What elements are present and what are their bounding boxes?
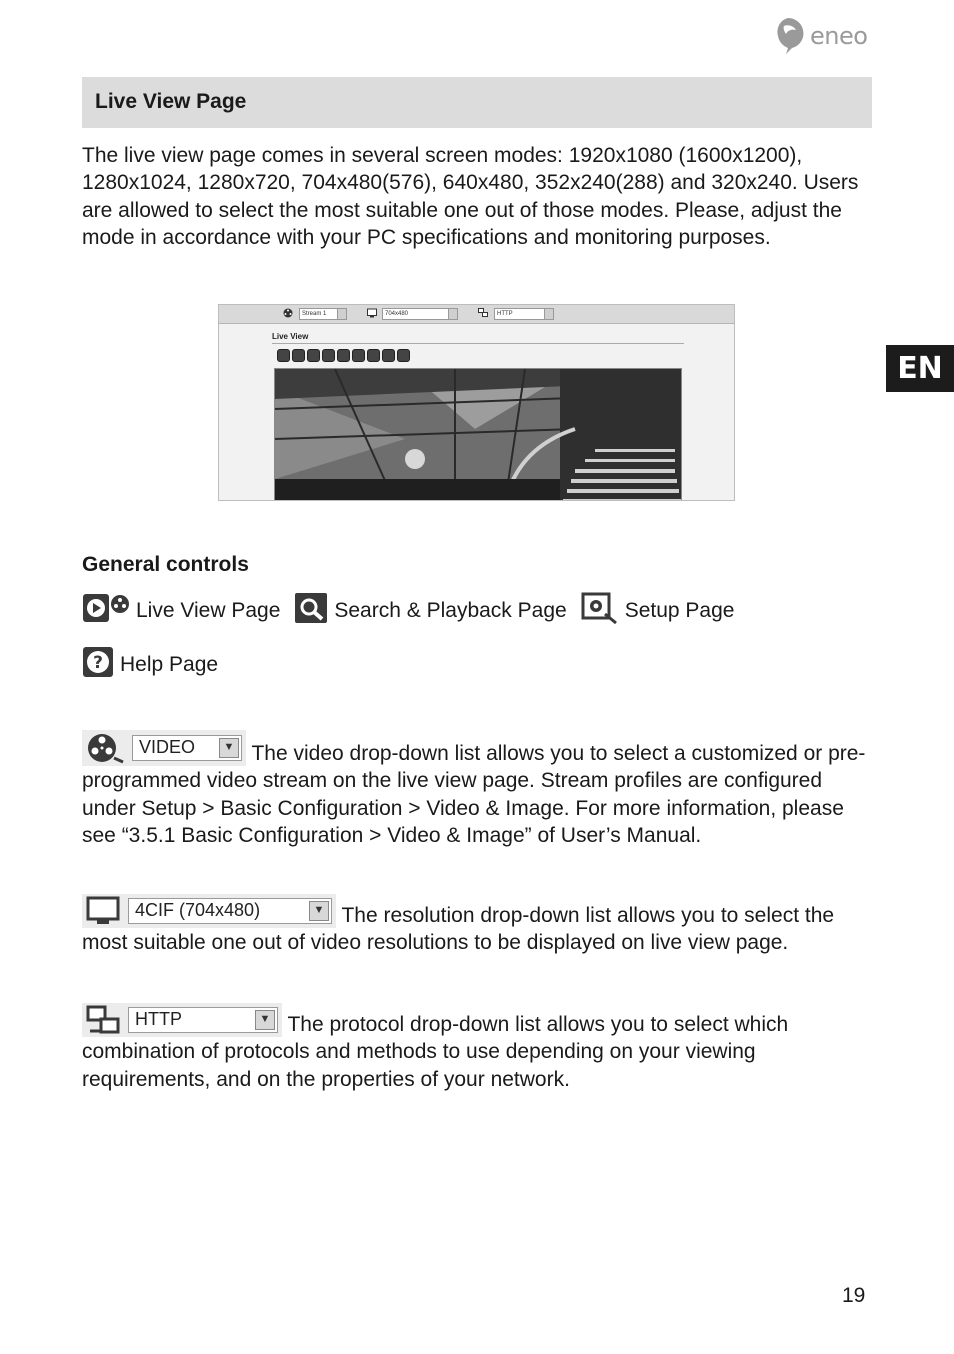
setup-icon bbox=[581, 592, 619, 630]
protocol-dropdown-description bbox=[82, 1003, 877, 1093]
fullscreen-button bbox=[352, 349, 365, 362]
record-button bbox=[292, 349, 305, 362]
eneo-logo bbox=[774, 16, 874, 58]
zoom-in-button bbox=[322, 349, 335, 362]
live-video-image bbox=[274, 368, 682, 501]
chevron-down-icon: ▼ bbox=[309, 901, 329, 921]
controls-row-1 bbox=[82, 594, 748, 628]
controls-row-2 bbox=[82, 648, 232, 682]
screenshot-protocol-select: HTTP bbox=[494, 308, 554, 320]
monitor-icon bbox=[86, 896, 120, 926]
snapshot-button bbox=[277, 349, 290, 362]
page-number: 19 bbox=[842, 1284, 866, 1307]
protocol-dropdown-widget bbox=[82, 1003, 282, 1037]
section-header bbox=[82, 77, 872, 128]
screenshot-control-buttons bbox=[277, 349, 410, 362]
intro-paragraph: The live view page comes in several screen modes: 1920x1080 (1600x1200), 1280x1024, 1280x720, 704x480(576), 640x480, 352x240(288) and 320x240. Users are allowed to select the most suitable one out of those modes. Please, adjust the mode in accordance with your PC specifications and monitoring purposes. bbox=[82, 144, 859, 249]
help-icon bbox=[82, 646, 114, 684]
eneo-bird-logo-icon bbox=[774, 16, 808, 56]
resolution-select[interactable] bbox=[128, 898, 332, 924]
screenshot-toolbar bbox=[219, 305, 734, 324]
protocol-dropdown-text: The protocol drop-down list allows you to select which combination of protocols and methods to use depending on your viewing requirements, and on the properties of your network. bbox=[82, 1013, 789, 1091]
resolution-dropdown-widget bbox=[82, 894, 336, 928]
help-page-label: Help Page bbox=[120, 653, 219, 676]
svg-text:?: ? bbox=[93, 653, 103, 673]
video-dropdown-widget bbox=[82, 730, 246, 766]
language-tab: EN bbox=[886, 345, 954, 392]
live-view-icon bbox=[82, 592, 130, 630]
setup-page-label: Setup Page bbox=[624, 599, 735, 622]
audio-button bbox=[307, 349, 320, 362]
resolution-dropdown-text: The resolution drop-down list allows you to select the most suitable one out of video resolutions to be displayed on live view page. bbox=[82, 904, 835, 955]
screenshot-title: Live View bbox=[272, 332, 309, 341]
zoom-out-button bbox=[337, 349, 350, 362]
film-reel-icon bbox=[283, 308, 293, 318]
live-view-page-label: Live View Page bbox=[136, 599, 281, 622]
live-view-screenshot bbox=[218, 304, 735, 501]
video-dropdown-text: The video drop-down list allows you to select a customized or pre-programmed video stream on the live view page. Stream profiles are configured under Setup > Basic Configuration > Video & Image. For more information, please see “3.5.1 Basic Configuration > Video & Image” of User’s Manual. bbox=[82, 742, 866, 847]
video-dropdown-description bbox=[82, 730, 877, 849]
ptz-button bbox=[382, 349, 395, 362]
network-icon bbox=[478, 308, 488, 318]
film-reel-icon bbox=[86, 732, 124, 764]
chevron-down-icon: ▼ bbox=[255, 1010, 275, 1030]
logo-text: eneo bbox=[810, 22, 868, 50]
talk-button bbox=[367, 349, 380, 362]
protocol-select[interactable] bbox=[128, 1007, 278, 1033]
general-controls-heading: General controls bbox=[82, 553, 249, 576]
search-playback-page-label: Search & Playback Page bbox=[334, 599, 567, 622]
chevron-down-icon: ▼ bbox=[219, 738, 239, 758]
protocol-select-value: HTTP bbox=[135, 1009, 182, 1030]
network-icon bbox=[86, 1005, 120, 1035]
monitor-icon bbox=[367, 308, 377, 318]
resolution-dropdown-description bbox=[82, 894, 877, 957]
resolution-select-value: 4CIF (704x480) bbox=[135, 900, 261, 921]
video-select-value: VIDEO bbox=[139, 737, 196, 758]
settings-button bbox=[397, 349, 410, 362]
screenshot-divider bbox=[272, 343, 684, 344]
screenshot-stream-select: Stream 1 bbox=[299, 308, 347, 320]
search-playback-icon bbox=[294, 592, 328, 630]
section-title: Live View Page bbox=[95, 90, 247, 113]
video-select[interactable] bbox=[132, 735, 242, 761]
screenshot-resolution-select: 704x480 bbox=[382, 308, 458, 320]
